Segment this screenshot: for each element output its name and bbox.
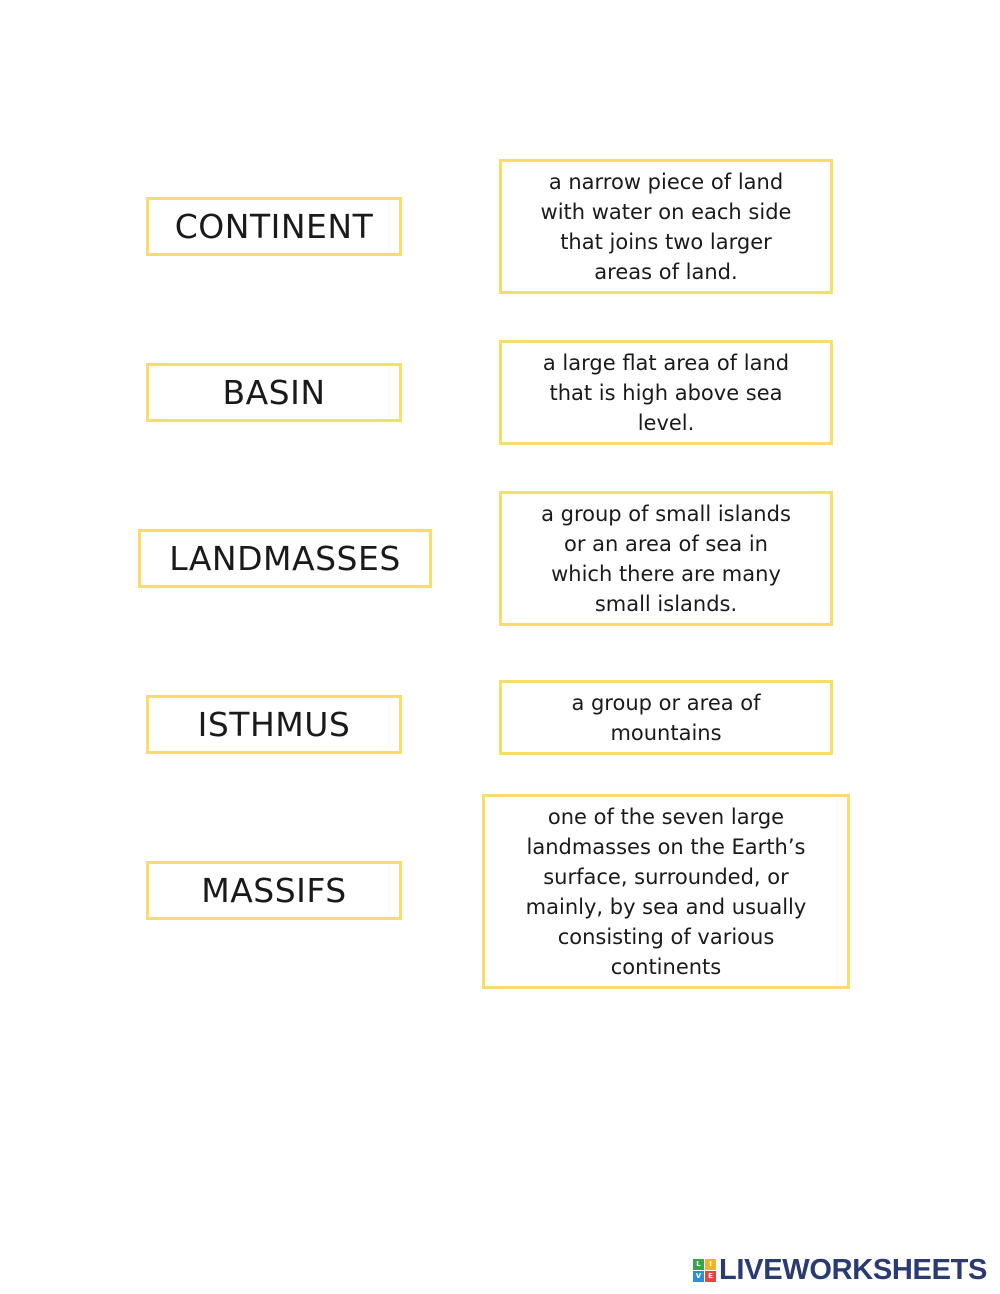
definition-box-4[interactable] <box>499 680 833 755</box>
logo-mark-cell: I <box>705 1259 716 1270</box>
liveworksheets-logo <box>693 1254 987 1286</box>
definition-text: one of the seven large landmasses on the Earth’s surface, surrounded, or mainly, by sea and usually consisting of various continents <box>525 804 807 979</box>
definition-text: a large flat area of land that is high above sea level. <box>542 350 790 435</box>
term-box-continent[interactable] <box>146 197 402 256</box>
logo-mark-cell: V <box>693 1271 704 1282</box>
logo-mark-icon <box>693 1259 716 1282</box>
definition-box-1[interactable] <box>499 159 833 294</box>
definition-text: a group or area of mountains <box>571 690 761 745</box>
logo-mark-cell: L <box>693 1259 704 1270</box>
definition-text: a group of small islands or an area of sea in which there are many small islands. <box>541 501 791 616</box>
logo-mark-cell: E <box>705 1271 716 1282</box>
term-box-basin[interactable] <box>146 363 402 422</box>
term-label: MASSIFS <box>201 871 347 910</box>
term-box-massifs[interactable] <box>146 861 402 920</box>
term-box-isthmus[interactable] <box>146 695 402 754</box>
definition-box-3[interactable] <box>499 491 833 626</box>
term-label: CONTINENT <box>174 207 374 246</box>
term-label: LANDMASSES <box>169 539 401 578</box>
definition-box-2[interactable] <box>499 340 833 445</box>
term-box-landmasses[interactable] <box>138 529 432 588</box>
definition-box-5[interactable] <box>482 794 850 989</box>
definition-text: a narrow piece of land with water on each side that joins two larger areas of land. <box>540 169 792 284</box>
term-label: ISTHMUS <box>197 705 351 744</box>
term-label: BASIN <box>222 373 326 412</box>
logo-text: LIVEWORKSHEETS <box>719 1253 988 1286</box>
